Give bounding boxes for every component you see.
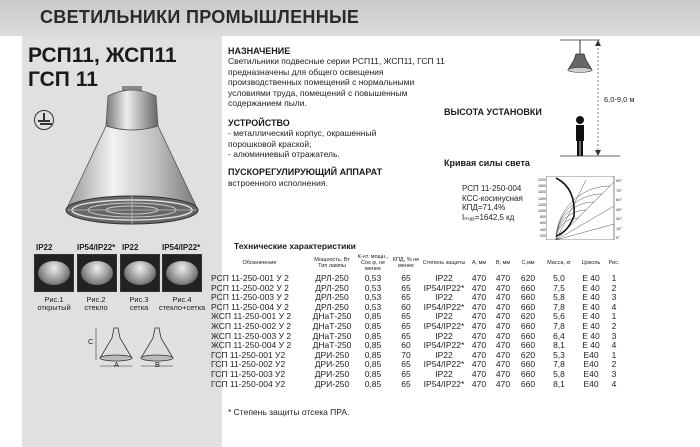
table-cell: 470 — [495, 359, 511, 370]
ground-icon — [34, 110, 54, 130]
tech-table — [210, 252, 623, 389]
table-cell: 470 — [471, 301, 487, 312]
variant-1-mark: IP22 — [36, 243, 53, 252]
variant-3-caption-fig: Рис.3 — [129, 295, 149, 304]
purpose-line-1: Светильники подвесные серии РСП11, ЖСП11, ГСП 11 — [228, 56, 445, 66]
table-cell: Е 40 — [582, 320, 600, 331]
table-cell: Е 40 — [582, 273, 600, 283]
table-cell: 7,8 — [553, 320, 565, 331]
table-cell: 4 — [611, 301, 617, 312]
table-cell: IP54/IP22* — [423, 320, 465, 331]
table-cell: IP54/IP22* — [423, 282, 465, 293]
table-cell: ДРЛ-250 — [315, 282, 349, 293]
table-cell: 470 — [495, 368, 511, 379]
table-cell: 60 — [401, 340, 411, 351]
polar-tick: 1800 — [538, 184, 546, 189]
curve-heading: Кривая силы света — [444, 158, 530, 168]
table-cell: 470 — [495, 340, 511, 351]
curve-line-1: РСП 11-250-004 — [462, 184, 522, 193]
polar-tick: 400 — [540, 227, 546, 232]
table-cell: IP22 — [435, 349, 453, 360]
table-cell: ДНаТ-250 — [312, 330, 352, 341]
table-cell: Е40 — [583, 378, 599, 389]
table-cell: 7,8 — [553, 359, 565, 370]
table-cell: 470 — [471, 368, 487, 379]
table-cell: 470 — [495, 330, 511, 341]
polar-diagram — [546, 176, 626, 240]
table-cell: IP22 — [435, 292, 453, 303]
table-cell: 65 — [401, 311, 411, 322]
table-cell: ЖСП 11-250-001 У 2 — [211, 311, 292, 322]
col-header: К-нт. мощн., Cos φ, не менее — [357, 254, 389, 272]
polar-angle: 90° — [616, 178, 623, 183]
table-cell: 5,6 — [553, 311, 565, 322]
polar-angles — [616, 176, 622, 243]
variant-1-caption — [30, 296, 78, 312]
table-header-row — [210, 252, 623, 274]
table-cell: 470 — [471, 330, 487, 341]
polar-ticks — [536, 177, 546, 239]
table-cell: 5,8 — [553, 292, 565, 303]
model-title-line2: ГСП 11 — [28, 68, 98, 91]
dim-b-label: B — [155, 360, 161, 369]
table-cell: ЖСП 11-250-004 У 2 — [211, 340, 292, 351]
table-cell: ДНаТ-250 — [312, 320, 352, 331]
table-cell: 5,8 — [553, 368, 565, 379]
table-cell: 3 — [611, 292, 617, 303]
table-cell: 470 — [471, 320, 487, 331]
table-cell: 470 — [495, 282, 511, 293]
table-cell: 60 — [401, 301, 411, 312]
variant-2-caption-type: стекло — [84, 303, 108, 312]
table-cell: ДРИ-250 — [314, 359, 350, 370]
curve-text — [462, 184, 523, 222]
variant-1-caption-type: открытый — [37, 303, 71, 312]
polar-angle: 75° — [616, 187, 623, 193]
table-cell: 660 — [520, 301, 536, 312]
table-cell: 660 — [520, 368, 536, 379]
col-header: КПД, % не менее — [392, 257, 420, 269]
table-cell: 65 — [401, 292, 411, 303]
variant-4-image — [162, 254, 202, 292]
header-bar — [0, 0, 700, 36]
table-cell: 470 — [471, 378, 487, 389]
table-cell: 3 — [611, 368, 617, 379]
device-text — [228, 128, 376, 160]
table-cell: 660 — [520, 320, 536, 331]
table-cell: ГСП 11-250-001 У2 — [211, 349, 286, 360]
table-cell: 5,0 — [553, 273, 565, 283]
table-cell: ДНаТ-250 — [312, 340, 352, 351]
table-cell: IP54/IP22* — [423, 301, 465, 312]
col-header: Масса, кг — [547, 260, 571, 266]
starter-heading: ПУСКОРЕГУЛИРУЮЩИЙ АППАРАТ — [228, 167, 383, 177]
table-cell: 65 — [401, 378, 411, 389]
variant-3-caption-type: сетка — [129, 303, 149, 312]
dimension-drawing — [84, 322, 190, 372]
table-cell: 660 — [520, 359, 536, 370]
table-cell: 0,85 — [364, 320, 382, 331]
polar-tick: 1000 — [538, 209, 546, 214]
table-cell: 0,85 — [364, 378, 382, 389]
col-header: Цоколь — [581, 260, 601, 266]
table-cell: 0,85 — [364, 330, 382, 341]
starter-line-1: встроенного исполнения. — [228, 178, 328, 188]
table-cell: 470 — [495, 378, 511, 389]
curve-line-4: Iₘₐₓ=1642,5 кд — [462, 212, 515, 222]
table-cell: 660 — [520, 378, 536, 389]
table-cell: Е40 — [583, 349, 599, 360]
page-title: СВЕТИЛЬНИКИ ПРОМЫШЛЕННЫЕ — [40, 7, 360, 27]
polar-angle: 0° — [616, 235, 620, 240]
table-cell: 4 — [611, 340, 617, 351]
table-cell: 65 — [401, 330, 411, 341]
table-cell: IP54/IP22* — [423, 340, 465, 351]
purpose-line-4: условиями труда, помещений с повышенным — [228, 87, 408, 98]
table-cell: 65 — [401, 368, 411, 379]
table-cell: 470 — [471, 282, 487, 293]
purpose-line-5: содержанием пыли. — [228, 98, 307, 108]
variant-2-caption-fig: Рис.2 — [86, 295, 106, 304]
table-cell: 2 — [611, 282, 617, 293]
variant-4-caption — [155, 296, 209, 312]
table-cell: ГСП 11-250-004 У2 — [211, 378, 286, 389]
dim-c-label: C — [88, 337, 94, 346]
table-cell: ЖСП 11-250-003 У 2 — [211, 330, 292, 341]
device-line-2: порошковой краской; — [228, 138, 312, 149]
table-cell: 3 — [611, 330, 617, 341]
table-cell: 470 — [495, 311, 511, 322]
table-cell: 0,53 — [364, 292, 382, 303]
col-header: Мощность, Вт Тип лампы — [314, 257, 350, 269]
table-cell: РСП 11-250-003 У 2 — [211, 292, 289, 303]
table-cell: 1 — [611, 311, 617, 322]
table-cell: РСП 11-250-001 У 2 — [211, 273, 289, 283]
table-cell: IP22 — [435, 311, 453, 322]
table-cell: ГСП 11-250-002 У2 — [211, 359, 286, 370]
table-cell: 0,85 — [364, 359, 382, 370]
col-header: Степень защиты — [422, 260, 466, 266]
table-cell: ГСП 11-250-003 У2 — [211, 368, 286, 379]
polar-angle: 30° — [616, 216, 623, 221]
table-cell: Е 40 — [582, 330, 600, 341]
table-cell: ЖСП 11-250-002 У 2 — [211, 320, 292, 331]
purpose-heading: НАЗНАЧЕНИЕ — [228, 46, 291, 56]
polar-angle: 15° — [616, 225, 623, 231]
table-cell: 0,85 — [364, 349, 382, 360]
polar-tick: 1200 — [538, 202, 546, 207]
lamp-illustration — [58, 86, 208, 236]
table-cell: 1 — [611, 349, 617, 360]
table-cell: ДРИ-250 — [314, 349, 350, 360]
table-cell: 7,8 — [553, 301, 565, 312]
polar-tick: 2000 — [538, 178, 546, 182]
col-header: В, мм — [495, 260, 511, 266]
table-cell: 660 — [520, 340, 536, 351]
table-cell: 470 — [495, 273, 511, 283]
table-cell: 65 — [401, 359, 411, 370]
dim-a-label: A — [114, 360, 120, 369]
device-line-1: - металлический корпус, окрашенный — [228, 128, 377, 138]
table-cell: 1 — [611, 273, 617, 283]
polar-angle: 45° — [616, 206, 623, 212]
model-title — [28, 44, 177, 92]
col-header: Рис. — [608, 260, 620, 266]
table-cell: 470 — [471, 311, 487, 322]
table-cell: ДРЛ-250 — [315, 292, 349, 303]
variant-2-caption — [72, 296, 120, 312]
table-cell: IP54/IP22* — [423, 378, 465, 389]
variant-3-image — [120, 254, 160, 292]
table-cell: 0,85 — [364, 311, 382, 322]
height-heading: ВЫСОТА УСТАНОВКИ — [444, 107, 542, 117]
table-cell: 6,4 — [553, 330, 565, 341]
table-cell: 660 — [520, 282, 536, 293]
variant-1-image — [34, 254, 74, 292]
table-cell: IP22 — [435, 273, 453, 283]
table-cell: РСП 11-250-004 У 2 — [211, 301, 289, 312]
table-cell: ДРЛ-250 — [315, 301, 349, 312]
table-cell: 8,1 — [553, 378, 565, 389]
device-line-3: - алюминиевый отражатель. — [228, 149, 340, 159]
polar-tick: 600 — [540, 221, 546, 226]
table-cell: 470 — [471, 273, 487, 283]
variant-1-caption-fig: Рис.1 — [44, 295, 64, 304]
variant-2-mark: IP54/IP22* — [77, 243, 116, 252]
table-cell: РСП 11-250-002 У 2 — [211, 282, 289, 293]
polar-tick: 800 — [540, 215, 546, 220]
table-cell: IP22 — [435, 368, 453, 379]
table-cell: Е 40 — [582, 282, 600, 293]
table-cell: IP54/IP22* — [423, 359, 465, 370]
table-cell: 470 — [495, 292, 511, 303]
table-cell: 0,85 — [364, 340, 382, 351]
table-cell: 470 — [471, 340, 487, 351]
curve-line-2: КСС-косинусная — [462, 193, 523, 203]
table-cell: 2 — [611, 320, 617, 331]
table-cell: 7,5 — [553, 282, 565, 293]
table-cell: Е 40 — [582, 301, 600, 312]
polar-tick: 200 — [540, 233, 546, 238]
table-cell: 620 — [520, 311, 536, 322]
table-cell: 470 — [471, 359, 487, 370]
table-cell: Е 40 — [582, 292, 600, 303]
table-cell: 8,1 — [553, 340, 565, 351]
table-cell: 660 — [520, 292, 536, 303]
table-cell: 470 — [495, 349, 511, 360]
table-cell: ДНаТ-250 — [312, 311, 352, 322]
polar-tick: 1400 — [538, 196, 546, 201]
table-cell: 620 — [520, 273, 536, 283]
table-cell: 0,85 — [364, 368, 382, 379]
variant-4-mark: IP54/IP22* — [162, 243, 201, 252]
table-cell: 620 — [520, 349, 536, 360]
table-cell: Е 40 — [582, 311, 600, 322]
starter-text — [228, 178, 328, 189]
table-row — [210, 380, 623, 390]
purpose-text — [228, 56, 445, 109]
polar-angle: 60° — [616, 197, 623, 202]
table-cell: IP22 — [435, 330, 453, 341]
table-cell: Е 40 — [582, 340, 600, 351]
table-cell: ДРИ-250 — [314, 368, 350, 379]
table-cell: 660 — [520, 330, 536, 341]
purpose-line-3: производственных помещений с нормальными — [228, 77, 415, 87]
table-cell: 0,53 — [364, 282, 382, 293]
variant-2-image — [77, 254, 117, 292]
variant-3-mark: IP22 — [122, 243, 139, 252]
table-cell: Е40 — [583, 368, 599, 379]
variant-4-caption-type: стекло+сетка — [158, 303, 206, 312]
table-cell: 70 — [401, 349, 411, 360]
device-heading: УСТРОЙСТВО — [228, 118, 290, 128]
table-cell: 4 — [611, 378, 617, 389]
col-header: С,мм — [521, 260, 535, 266]
table-cell: 470 — [471, 349, 487, 360]
col-header: А, мм — [471, 260, 487, 266]
col-header: Обозначение — [242, 260, 277, 266]
table-cell: 470 — [471, 292, 487, 303]
table-cell: 65 — [401, 282, 411, 293]
table-cell: 5,3 — [553, 349, 565, 360]
table-cell: 2 — [611, 359, 617, 370]
model-title-line1: РСП11, ЖСП11 — [28, 44, 177, 67]
purpose-line-2: предназначены для общего освещения — [228, 66, 384, 77]
height-value: 6,0-9,0 м — [604, 95, 635, 104]
footnote: * Степень защиты отсека ПРА. — [228, 407, 350, 417]
table-cell: 65 — [401, 320, 411, 331]
table-cell: ДРЛ-250 — [315, 273, 349, 283]
table-cell: 470 — [495, 301, 511, 312]
table-cell: ДРИ-250 — [314, 378, 350, 389]
table-cell: 65 — [401, 273, 411, 283]
table-title: Технические характеристики — [234, 241, 356, 251]
table-cell: 0,53 — [364, 301, 382, 312]
variant-4-caption-fig: Рис.4 — [172, 295, 192, 304]
curve-line-3: КПД=71,4% — [462, 203, 506, 213]
table-cell: 470 — [495, 320, 511, 331]
table-cell: Е40 — [583, 359, 599, 370]
polar-tick: 1600 — [538, 190, 546, 195]
table-cell: 0,53 — [364, 273, 382, 283]
